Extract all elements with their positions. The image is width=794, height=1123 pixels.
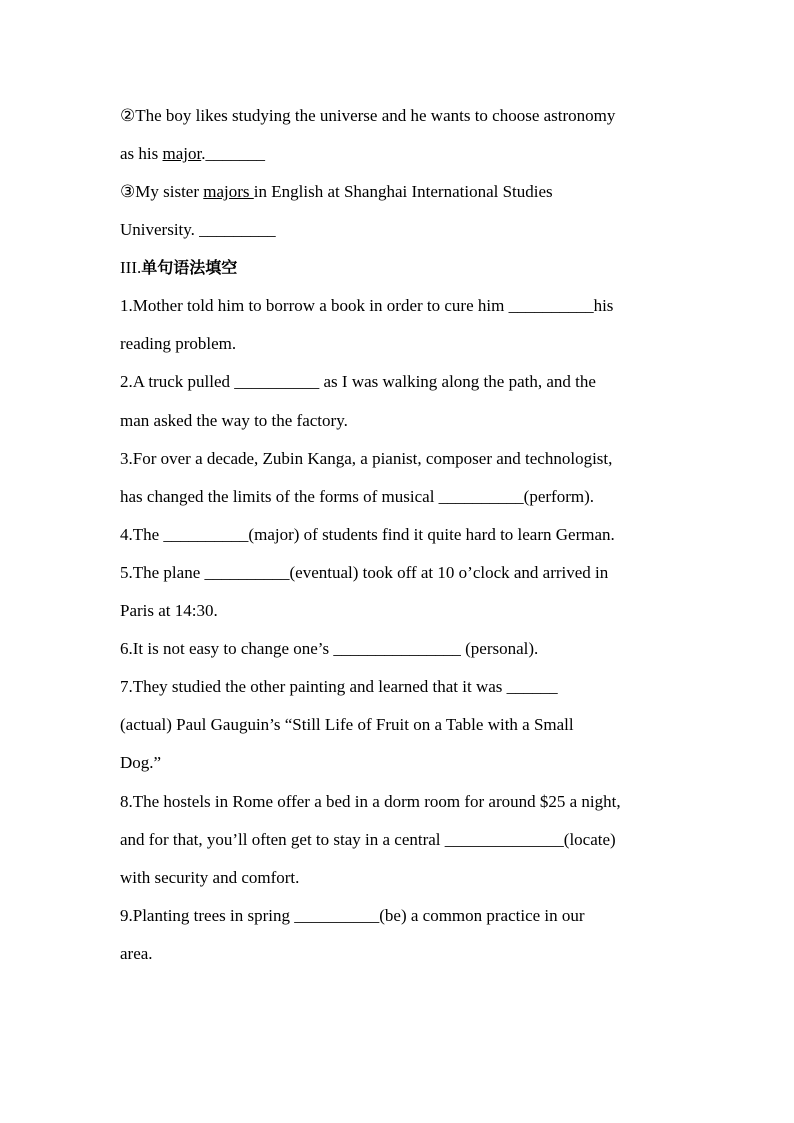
item-3-marker: ③ [120,182,136,201]
item-2-marker: ② [120,106,136,125]
question-8-line-3: with security and comfort. [120,868,300,887]
section-title: 单句语法填空 [141,258,238,277]
question-7-line-2: (actual) Paul Gauguin’s “Still Life of Fruit on a Table with a Small [120,715,574,734]
question-6-line-1: 6.It is not easy to change one’s _______________ (personal). [120,639,539,658]
item-3-prefix: My sister [135,182,204,201]
item-2-prefix: as his [120,144,163,163]
question-5-line-1: 5.The plane __________(eventual) took off at 10 o’clock and arrived in [120,563,609,582]
section-3-heading [120,257,680,279]
item-3-answer-blank: _________ [199,220,276,239]
question-3-line-2: has changed the limits of the forms of musical __________(perform). [120,487,594,506]
item-3-underlined-word: majors [203,182,254,201]
question-7-line-1: 7.They studied the other painting and learned that it was ______ [120,677,558,696]
item-2-line-1 [120,105,680,127]
item-2-text: The boy likes studying the universe and he wants to choose astronomy [135,106,616,125]
question-8-line-1: 8.The hostels in Rome offer a bed in a dorm room for around $25 a night, [120,792,621,811]
item-2-underlined-word: major [162,144,202,163]
section-roman-numeral: III. [120,258,142,277]
question-2-line-1: 2.A truck pulled __________ as I was walking along the path, and the [120,372,596,391]
item-3-suffix: in English at Shanghai International Studies [253,182,553,201]
question-4-line-1: 4.The __________(major) of students find it quite hard to learn German. [120,525,615,544]
item-2-period: . [201,144,206,163]
question-1-line-2: reading problem. [120,334,237,353]
question-3-line-1: 3.For over a decade, Zubin Kanga, a pianist, composer and technologist, [120,449,613,468]
item-2-line-2 [120,143,680,165]
question-9-line-2: area. [120,944,153,963]
question-9-line-1: 9.Planting trees in spring __________(be) a common practice in our [120,906,585,925]
question-5-line-2: Paris at 14:30. [120,601,218,620]
question-2-line-2: man asked the way to the factory. [120,411,348,430]
item-3-line-2 [120,219,680,241]
item-3-line-1 [120,181,680,203]
item-2-answer-blank: _______ [205,144,265,163]
question-7-line-3: Dog.” [120,753,162,772]
question-1-line-1: 1.Mother told him to borrow a book in order to cure him __________his [120,296,614,315]
item-3-continuation: University. [120,220,200,239]
question-8-line-2: and for that, you’ll often get to stay in a central ______________(locate) [120,830,616,849]
